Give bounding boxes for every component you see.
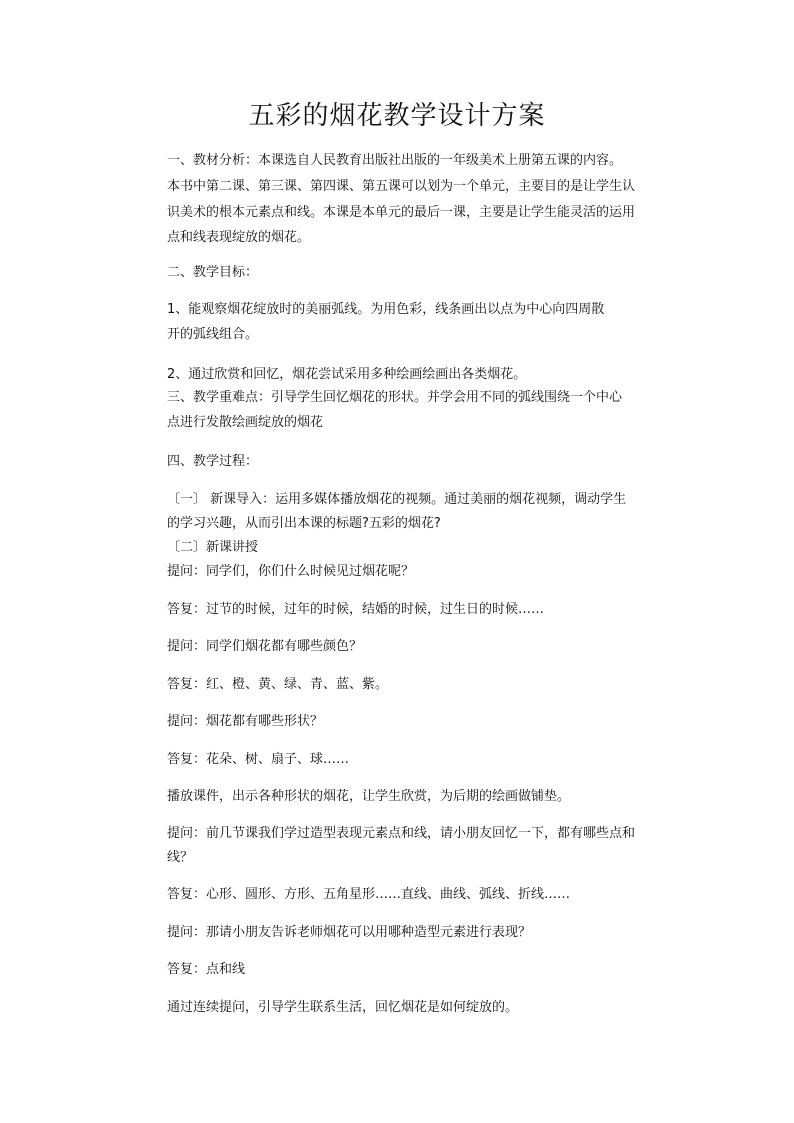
section-1-line-3: 识美术的根本元素点和线。本课是本单元的最后一课，主要是让学生能灵活的运用 bbox=[167, 205, 636, 220]
question-4-line-2: 线？ bbox=[167, 850, 194, 865]
intro-line-2: 的学习兴趣，从而引出本课的标题?五彩的烟花? bbox=[167, 516, 441, 531]
section-3-line-2: 点进行发散绘画绽放的烟花 bbox=[167, 415, 324, 430]
intro-line-1: 〔一〕 新课导入：运用多媒体播放烟花的视频。通过美丽的烟花视频，调动学生 bbox=[167, 492, 627, 507]
section-1-line-2: 本书中第二课、第三课、第四课、第五课可以划为一个单元，主要目的是让学生认 bbox=[167, 179, 636, 194]
section-4-heading: 四、教学过程： bbox=[167, 454, 259, 469]
question-3: 提问：烟花都有哪些形状？ bbox=[167, 714, 324, 729]
section-1-line-1: 一、教材分析：本课选自人民教育出版社出版的一年级美术上册第五课的内容。 bbox=[167, 153, 623, 168]
answer-3: 答复：花朵、树、扇子、球…… bbox=[167, 752, 350, 767]
new-lesson-heading: 〔二〕新课讲授 bbox=[167, 540, 259, 555]
question-5: 提问：那请小朋友告诉老师烟花可以用哪种造型元素进行表现？ bbox=[167, 925, 532, 940]
section-1-line-4: 点和线表现绽放的烟花。 bbox=[167, 230, 311, 245]
answer-1: 答复：过节的时候，过年的时候，结婚的时候，过生日的时候…… bbox=[167, 602, 545, 617]
goal-2-line: 2、通过欣赏和回忆，烟花尝试采用多种绘画绘画出各类烟花。 bbox=[167, 367, 527, 382]
summary-line: 通过连续提问，引导学生联系生活，回忆烟花是如何绽放的。 bbox=[167, 1000, 519, 1015]
answer-5: 答复：点和线 bbox=[167, 962, 246, 977]
question-2: 提问：同学们烟花都有哪些颜色？ bbox=[167, 639, 363, 654]
courseware-line: 播放课件，出示各种形状的烟花，让学生欣赏，为后期的绘画做铺垫。 bbox=[167, 789, 571, 804]
goal-1-line-1: 1、能观察烟花绽放时的美丽弧线。为用色彩，线条画出以点为中心向四周散 bbox=[167, 302, 605, 317]
section-3-line-1: 三、教学重难点：引导学生回忆烟花的形状。并学会用不同的弧线围绕一个中心 bbox=[167, 390, 623, 405]
answer-2: 答复：红、橙、黄、绿、青、蓝、紫。 bbox=[167, 677, 389, 692]
question-1: 提问：同学们，你们什么时候见过烟花呢？ bbox=[167, 564, 415, 579]
answer-4: 答复：心形、圆形、方形、五角星形……直线、曲线、弧线、折线…… bbox=[167, 887, 571, 902]
goal-1-line-2: 开的弧线组合。 bbox=[167, 327, 259, 342]
document-title: 五彩的烟花教学设计方案 bbox=[248, 101, 546, 131]
section-2-heading: 二、教学目标： bbox=[167, 265, 259, 280]
question-4-line-1: 提问：前几节课我们学过造型表现元素点和线，请小朋友回忆一下，都有哪些点和 bbox=[167, 826, 636, 841]
